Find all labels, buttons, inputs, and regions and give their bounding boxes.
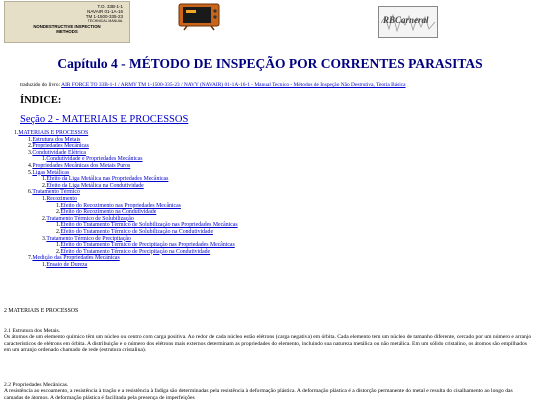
paragraph-text: Os átomos de um elemento químico têm um núcleo ou centro com carga positiva. Ao redor de cada núcleo estão elétrons (carga negativa) em órbita. Cada elemento tem um núcleo de tamanho diferente, cercado por um número e arranjo característicos de elétrons em órbita. A distribuição e o número dos elétrons mais externos determinam as propriedades do elemento, incluindo sua natureza metálica ou não metálica. Em um sólido cristalino, os átomos são empilhados em um arranjo ordenado chamado de rede (estrutura cristalina). bbox=[4, 334, 532, 354]
toc-item[interactable]: Efeito do Tratamento Térmico de Precipitação na Condutividade bbox=[60, 248, 211, 255]
section-heading: 2 MATERIAIS E PROCESSOS bbox=[4, 308, 79, 314]
toc-item[interactable]: MATERIAIS E PROCESSOS bbox=[18, 130, 89, 136]
toc-item[interactable]: Tratamento Térmico de Precipitação bbox=[46, 235, 131, 242]
toc-item[interactable]: Estrutura dos Metais bbox=[32, 136, 81, 143]
paragraph-heading: 2.2 Propriedades Mecânicas. bbox=[4, 382, 69, 388]
toc-item[interactable]: Medição das Propriedades Mecânicas bbox=[32, 255, 120, 262]
banner-designations: T.O. 33B-1-1 NAVAIR 01-1A-16 TM 1-1500-335-23 TECHNICAL MANUAL bbox=[85, 4, 123, 23]
toc-item[interactable]: Propriedades Mecânicas dos Metais Puros bbox=[32, 162, 131, 169]
index-heading: ÍNDICE: bbox=[20, 95, 62, 106]
page-title: Capítulo 4 - MÉTODO DE INSPEÇÃO POR CORRENTES PARASITAS bbox=[57, 56, 483, 71]
paragraph-text: A resistência ao escoamento, a resistência à tração e a resistência à fadiga são determinadas pela resistência à deformação plástica. A deformação plástica é a distorção permanente do metal e resulta do cisalhamento ao longo das camadas de átomos. A deformação plástica é facilitada pela presença de imperfeições bbox=[4, 388, 513, 401]
manual-cover-banner bbox=[4, 1, 130, 43]
toc-item[interactable]: Efeito do Tratamento Térmico de Solubilização nas Propriedades Mecânicas bbox=[60, 222, 238, 229]
table-of-contents: 1.MATERIAIS E PROCESSOS 1.Estrutura dos Metais 2.Propriedades Mecânicas 3.Condutividade Elétrica 1.Condutividade e Propriedades Mecânicas 4.Propriedades Mecânicas dos Metais Puros 5.Ligas Metálicas 1.Efeito da Liga Metálica nas Propriedades Mecânicas 2.Efeito da Liga Metálica na Condutividade 6.Tratamento Térmico 1.Recozimento 1.Efeito do Recozimento nas Propriedades Mecânicas 2.Efeito do Recozimento na Condutividade 2.Tratamento Térmico de Solubilização 1.Efeito do Tratamento Térmico de Solubilização nas Propriedades Mecânicas 2.Efeito do Tratamento Térmico de Solubilização na Condutividade 3.Tratamento Térmico de Precipitação 1.Efeito do Tratamento Térmico de Precipitação nas Propriedades Mecânicas 2.Efeito do Tratamento Térmico de Precipitação na Condutividade 7.Medição das Propriedades Mecânicas 1.Ensaio de Dureza bbox=[14, 130, 238, 268]
toc-item[interactable]: Efeito do Recozimento nas Propriedades Mecânicas bbox=[60, 202, 181, 209]
toc-item[interactable]: Condutividade e Propriedades Mecânicas bbox=[46, 156, 143, 163]
paragraph-heading: 2.1 Estrutura dos Metais. bbox=[4, 328, 61, 334]
toc-item[interactable]: Ligas Metálicas bbox=[32, 169, 70, 176]
toc-item[interactable]: Efeito do Tratamento Térmico de Precipitação nas Propriedades Mecânicas bbox=[60, 242, 235, 249]
banner-title: NONDESTRUCTIVE INSPECTION METHODS bbox=[33, 24, 101, 34]
tv-icon bbox=[175, 3, 223, 31]
toc-item[interactable]: Efeito do Tratamento Térmico de Solubilização na Condutividade bbox=[60, 228, 214, 235]
rbcarneral-logo: RBCarneral bbox=[378, 6, 438, 38]
translation-source: traduzido do livro: AIR FORCE TO 33B-1-1 / ARMY TM 1-1500-335-23 / NAVY (NAVAIR) 01-1A-16-1 - Manual Tecnico - Métodos de Inspeção Não Destrutiva, Teoria Básica bbox=[20, 82, 406, 88]
toc-item[interactable]: Recozimento bbox=[46, 195, 77, 202]
toc-item[interactable]: Tratamento Térmico de Solubilização bbox=[46, 215, 134, 222]
toc-item[interactable]: Condutividade Elétrica bbox=[32, 149, 86, 156]
toc-item[interactable]: Efeito do Recozimento na Condutividade bbox=[60, 209, 157, 216]
source-manual-link[interactable]: AIR FORCE TO 33B-1-1 / ARMY TM 1-1500-335-23 / NAVY (NAVAIR) 01-1A-16-1 - Manual Tecnico - Métodos de Inspeção Não Destrutiva, Teoria Básica bbox=[61, 82, 406, 88]
toc-item[interactable]: Propriedades Mecânicas bbox=[32, 143, 89, 150]
section-link[interactable]: Seção 2 - MATERIAIS E PROCESSOS bbox=[20, 114, 189, 125]
toc-item[interactable]: Ensaio de Dureza bbox=[46, 261, 88, 268]
toc-item[interactable]: Efeito da Liga Metálica nas Propriedades Mecânicas bbox=[46, 176, 169, 183]
toc-item[interactable]: Tratamento Térmico bbox=[32, 189, 80, 196]
toc-item[interactable]: Efeito da Liga Metálica na Condutividade bbox=[46, 182, 144, 189]
